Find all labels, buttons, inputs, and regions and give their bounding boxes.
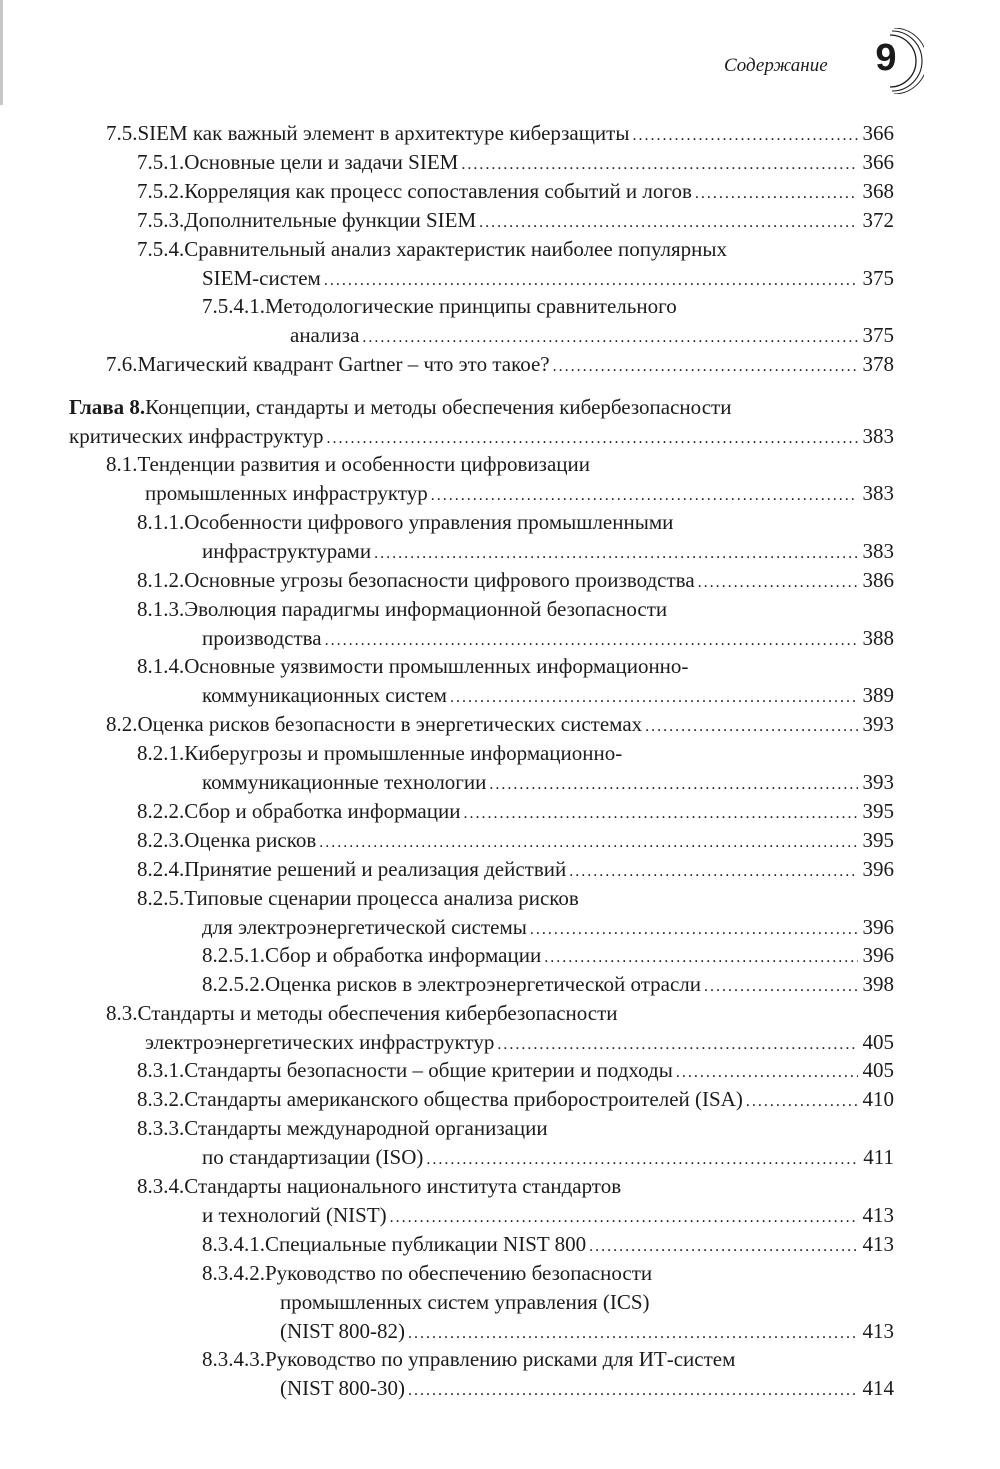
toc-line-continued bbox=[202, 264, 894, 293]
page-number-ref: 372 bbox=[862, 208, 894, 232]
toc-line-continued bbox=[202, 768, 894, 797]
section-title-continued: по стандартизации (ISO) bbox=[202, 1144, 424, 1169]
section-number: 7.5.4. bbox=[137, 237, 185, 261]
toc-line-continued bbox=[202, 1201, 894, 1230]
section-title-continued: и технологий (NIST) bbox=[202, 1202, 387, 1227]
toc-line-continued bbox=[202, 537, 894, 566]
page-number-ref: 378 bbox=[862, 352, 894, 376]
section-title: Особенности цифрового управления промышленными bbox=[184, 510, 674, 534]
toc-line-continued bbox=[280, 1288, 894, 1317]
section-number: 8.3.4.1. bbox=[202, 1232, 265, 1256]
toc-line-continued bbox=[202, 1143, 894, 1172]
dot-leader bbox=[319, 828, 857, 857]
page-number-ref: 375 bbox=[862, 322, 894, 347]
section-title: Эволюция парадигмы информационной безопасности bbox=[184, 597, 668, 621]
page-number-ref: 396 bbox=[862, 943, 894, 967]
section-title: Киберугрозы и промышленные информационно- bbox=[184, 741, 623, 765]
dot-leader bbox=[461, 150, 857, 179]
toc-line bbox=[137, 595, 894, 624]
page-number-ref: 413 bbox=[862, 1232, 894, 1256]
toc-line bbox=[106, 119, 894, 148]
running-header-title: Содержание bbox=[724, 55, 828, 76]
toc-line bbox=[137, 566, 894, 595]
section-title-continued: производства bbox=[202, 625, 322, 650]
page-number-ref: 398 bbox=[862, 972, 894, 996]
section-number: 8.2.1. bbox=[137, 741, 185, 765]
toc-line bbox=[106, 710, 894, 739]
dot-leader bbox=[544, 943, 857, 972]
toc-line bbox=[69, 393, 894, 422]
dot-leader bbox=[374, 539, 857, 568]
toc-line bbox=[202, 292, 894, 321]
section-title: Специальные публикации NIST 800 bbox=[265, 1232, 587, 1256]
section-number: 8.2.4. bbox=[137, 857, 185, 881]
toc-line bbox=[137, 797, 894, 826]
toc-line bbox=[137, 235, 894, 264]
section-number: 8.2.5.2. bbox=[202, 972, 265, 996]
toc-line-continued bbox=[145, 1028, 894, 1057]
dot-leader bbox=[497, 1030, 857, 1059]
dot-leader bbox=[695, 179, 858, 208]
page-number: 9 bbox=[875, 37, 897, 79]
toc-line-continued bbox=[202, 624, 894, 653]
section-title-continued: анализа bbox=[290, 322, 360, 347]
page-number-ref: 413 bbox=[862, 1318, 894, 1343]
dot-leader bbox=[698, 568, 858, 597]
page-number-ref: 411 bbox=[863, 1144, 894, 1169]
section-title: Основные уязвимости промышленных информационно- bbox=[184, 654, 689, 678]
section-number: 8.2.2. bbox=[137, 799, 185, 823]
dot-leader bbox=[431, 481, 858, 510]
page-number-ref: 396 bbox=[862, 857, 894, 881]
section-number: 8.2.3. bbox=[137, 828, 185, 852]
toc-line bbox=[137, 1085, 894, 1114]
page-number-ref: 375 bbox=[862, 265, 894, 290]
section-title: Оценка рисков безопасности в энергетических системах bbox=[137, 712, 643, 736]
page-number-ref: 366 bbox=[862, 150, 894, 174]
page-number-ref: 413 bbox=[862, 1202, 894, 1227]
section-title: Типовые сценарии процесса анализа рисков bbox=[184, 886, 579, 910]
section-number: 8.3.4.2. bbox=[202, 1261, 265, 1285]
toc-line bbox=[137, 508, 894, 537]
section-number: 8.2.5. bbox=[137, 886, 185, 910]
section-title: Руководство по обеспечению безопасности bbox=[265, 1261, 653, 1285]
section-title-continued: коммуникационных систем bbox=[202, 682, 447, 707]
section-title-continued: коммуникационные технологии bbox=[202, 769, 487, 794]
toc-line-continued bbox=[145, 479, 894, 508]
section-number: 8.1.2. bbox=[137, 568, 185, 592]
toc-line bbox=[202, 970, 894, 999]
dot-leader bbox=[489, 770, 857, 799]
page-number-ref: 405 bbox=[862, 1029, 894, 1054]
section-title: Сравнительный анализ характеристик наиболее популярных bbox=[184, 237, 728, 261]
dot-leader bbox=[589, 1232, 857, 1261]
dot-leader bbox=[408, 1319, 857, 1348]
section-number: 8.3.4.3. bbox=[202, 1347, 265, 1371]
section-title-continued: электроэнергетических инфраструктур bbox=[145, 1029, 495, 1054]
dot-leader bbox=[325, 626, 858, 655]
page-number-ref: 388 bbox=[862, 625, 894, 650]
section-title: Оценка рисков в электроэнергетической отрасли bbox=[265, 972, 702, 996]
section-number: 7.6. bbox=[106, 352, 138, 376]
section-number: 7.5. bbox=[106, 121, 138, 145]
section-title: Оценка рисков bbox=[184, 828, 317, 852]
page-number-ref: 366 bbox=[862, 121, 894, 145]
toc-line-continued bbox=[69, 422, 894, 451]
dot-leader bbox=[426, 1145, 858, 1174]
section-title-continued: для электроэнергетической системы bbox=[202, 914, 527, 939]
section-number: 8.3.1. bbox=[137, 1058, 185, 1082]
page-number-ref: 383 bbox=[862, 538, 894, 563]
section-number: 8.1.4. bbox=[137, 654, 185, 678]
toc-line bbox=[137, 855, 894, 884]
toc-line bbox=[137, 206, 894, 235]
section-title: Сбор и обработка информации bbox=[184, 799, 461, 823]
section-number: 8.3.4. bbox=[137, 1174, 185, 1198]
toc-line bbox=[202, 1230, 894, 1259]
section-title: Стандарты национального института стандартов bbox=[184, 1174, 622, 1198]
section-number: 8.1.3. bbox=[137, 597, 185, 621]
dot-leader bbox=[704, 972, 857, 1001]
section-number: 8.3.2. bbox=[137, 1087, 185, 1111]
dot-leader bbox=[569, 857, 857, 886]
section-title-continued: (NIST 800-82) bbox=[280, 1318, 406, 1343]
section-number: 8.3. bbox=[106, 1001, 138, 1025]
section-number: 8.1. bbox=[106, 452, 138, 476]
toc-line-continued bbox=[280, 1317, 894, 1346]
toc-line bbox=[137, 1056, 894, 1085]
dot-leader bbox=[632, 121, 857, 150]
page-number-ref: 395 bbox=[862, 828, 894, 852]
section-title-continued: промышленных инфраструктур bbox=[145, 480, 428, 505]
toc-line bbox=[106, 350, 894, 379]
section-title: Тенденции развития и особенности цифровизации bbox=[137, 452, 591, 476]
section-title: Концепции, стандарты и методы обеспечения кибербезопасности bbox=[145, 395, 732, 419]
toc-line bbox=[106, 999, 894, 1028]
page-number-ref: 386 bbox=[862, 568, 894, 592]
section-number: 8.2.5.1. bbox=[202, 943, 265, 967]
section-title-continued: (NIST 800-30) bbox=[280, 1375, 406, 1400]
section-title: Стандарты американского общества приборостроителей (ISA) bbox=[184, 1087, 743, 1111]
chapter-label: Глава 8. bbox=[69, 395, 146, 419]
toc-line bbox=[137, 739, 894, 768]
section-number: 7.5.1. bbox=[137, 150, 185, 174]
page-number-ref: 396 bbox=[862, 914, 894, 939]
page-number-ref: 389 bbox=[862, 682, 894, 707]
toc-line-continued bbox=[202, 681, 894, 710]
toc-line bbox=[137, 652, 894, 681]
page-number-ref: 393 bbox=[862, 712, 894, 736]
section-title: Стандарты и методы обеспечения кибербезопасности bbox=[137, 1001, 618, 1025]
page-number-ref: 414 bbox=[862, 1375, 894, 1400]
section-title: SIEM как важный элемент в архитектуре киберзащиты bbox=[137, 121, 630, 145]
section-title: Дополнительные функции SIEM bbox=[184, 208, 477, 232]
section-title: Стандарты безопасности – общие критерии и подходы bbox=[184, 1058, 673, 1082]
section-number: 7.5.4.1. bbox=[202, 294, 265, 318]
toc-line bbox=[202, 941, 894, 970]
toc-line bbox=[137, 1114, 894, 1143]
page-number-ref: 393 bbox=[862, 769, 894, 794]
dot-leader bbox=[362, 323, 857, 352]
section-number: 8.2. bbox=[106, 712, 138, 736]
toc-line bbox=[137, 884, 894, 913]
section-title: Корреляция как процесс сопоставления событий и логов bbox=[184, 179, 692, 203]
toc-line-continued bbox=[280, 1374, 894, 1403]
dot-leader bbox=[408, 1376, 857, 1405]
dot-leader bbox=[324, 266, 858, 295]
section-title: Методологические принципы сравнительного bbox=[265, 294, 677, 318]
dot-leader bbox=[746, 1087, 858, 1116]
section-title-continued: SIEM-систем bbox=[202, 265, 321, 290]
section-number: 7.5.2. bbox=[137, 179, 185, 203]
page-number-ref: 368 bbox=[862, 179, 894, 203]
dot-leader bbox=[463, 799, 857, 828]
dot-leader bbox=[530, 915, 858, 944]
page-number-ref: 395 bbox=[862, 799, 894, 823]
section-number: 7.5.3. bbox=[137, 208, 185, 232]
dot-leader bbox=[553, 352, 858, 381]
dot-leader bbox=[645, 712, 857, 741]
toc-line bbox=[106, 450, 894, 479]
dot-leader bbox=[676, 1058, 858, 1087]
toc-line bbox=[137, 177, 894, 206]
section-title-continued: критических инфраструктур bbox=[69, 423, 324, 448]
toc-line-continued bbox=[202, 913, 894, 942]
dot-leader bbox=[479, 208, 857, 237]
toc-line bbox=[202, 1345, 894, 1374]
dot-leader bbox=[450, 683, 858, 712]
section-number: 8.3.3. bbox=[137, 1116, 185, 1140]
toc-line bbox=[137, 1172, 894, 1201]
section-title: Принятие решений и реализация действий bbox=[184, 857, 567, 881]
toc-line bbox=[202, 1259, 894, 1288]
page-number-ref: 383 bbox=[862, 480, 894, 505]
section-title: Стандарты международной организации bbox=[184, 1116, 548, 1140]
dot-leader bbox=[326, 424, 857, 453]
toc-line bbox=[137, 148, 894, 177]
page-number-ref: 405 bbox=[862, 1058, 894, 1082]
section-title-continued: инфраструктурами bbox=[202, 538, 372, 563]
section-title-continued: промышленных систем управления (ICS) bbox=[280, 1289, 650, 1314]
toc-line bbox=[137, 826, 894, 855]
dot-leader bbox=[390, 1203, 858, 1232]
section-title: Руководство по управлению рисками для ИТ-систем bbox=[265, 1347, 736, 1371]
section-title: Основные угрозы безопасности цифрового производства bbox=[184, 568, 695, 592]
section-title: Магический квадрант Gartner – что это такое? bbox=[137, 352, 550, 376]
page-number-ref: 383 bbox=[862, 423, 894, 448]
section-number: 8.1.1. bbox=[137, 510, 185, 534]
section-title: Сбор и обработка информации bbox=[265, 943, 542, 967]
page-number-ref: 410 bbox=[862, 1087, 894, 1111]
toc-line-continued bbox=[290, 321, 894, 350]
section-title: Основные цели и задачи SIEM bbox=[184, 150, 459, 174]
